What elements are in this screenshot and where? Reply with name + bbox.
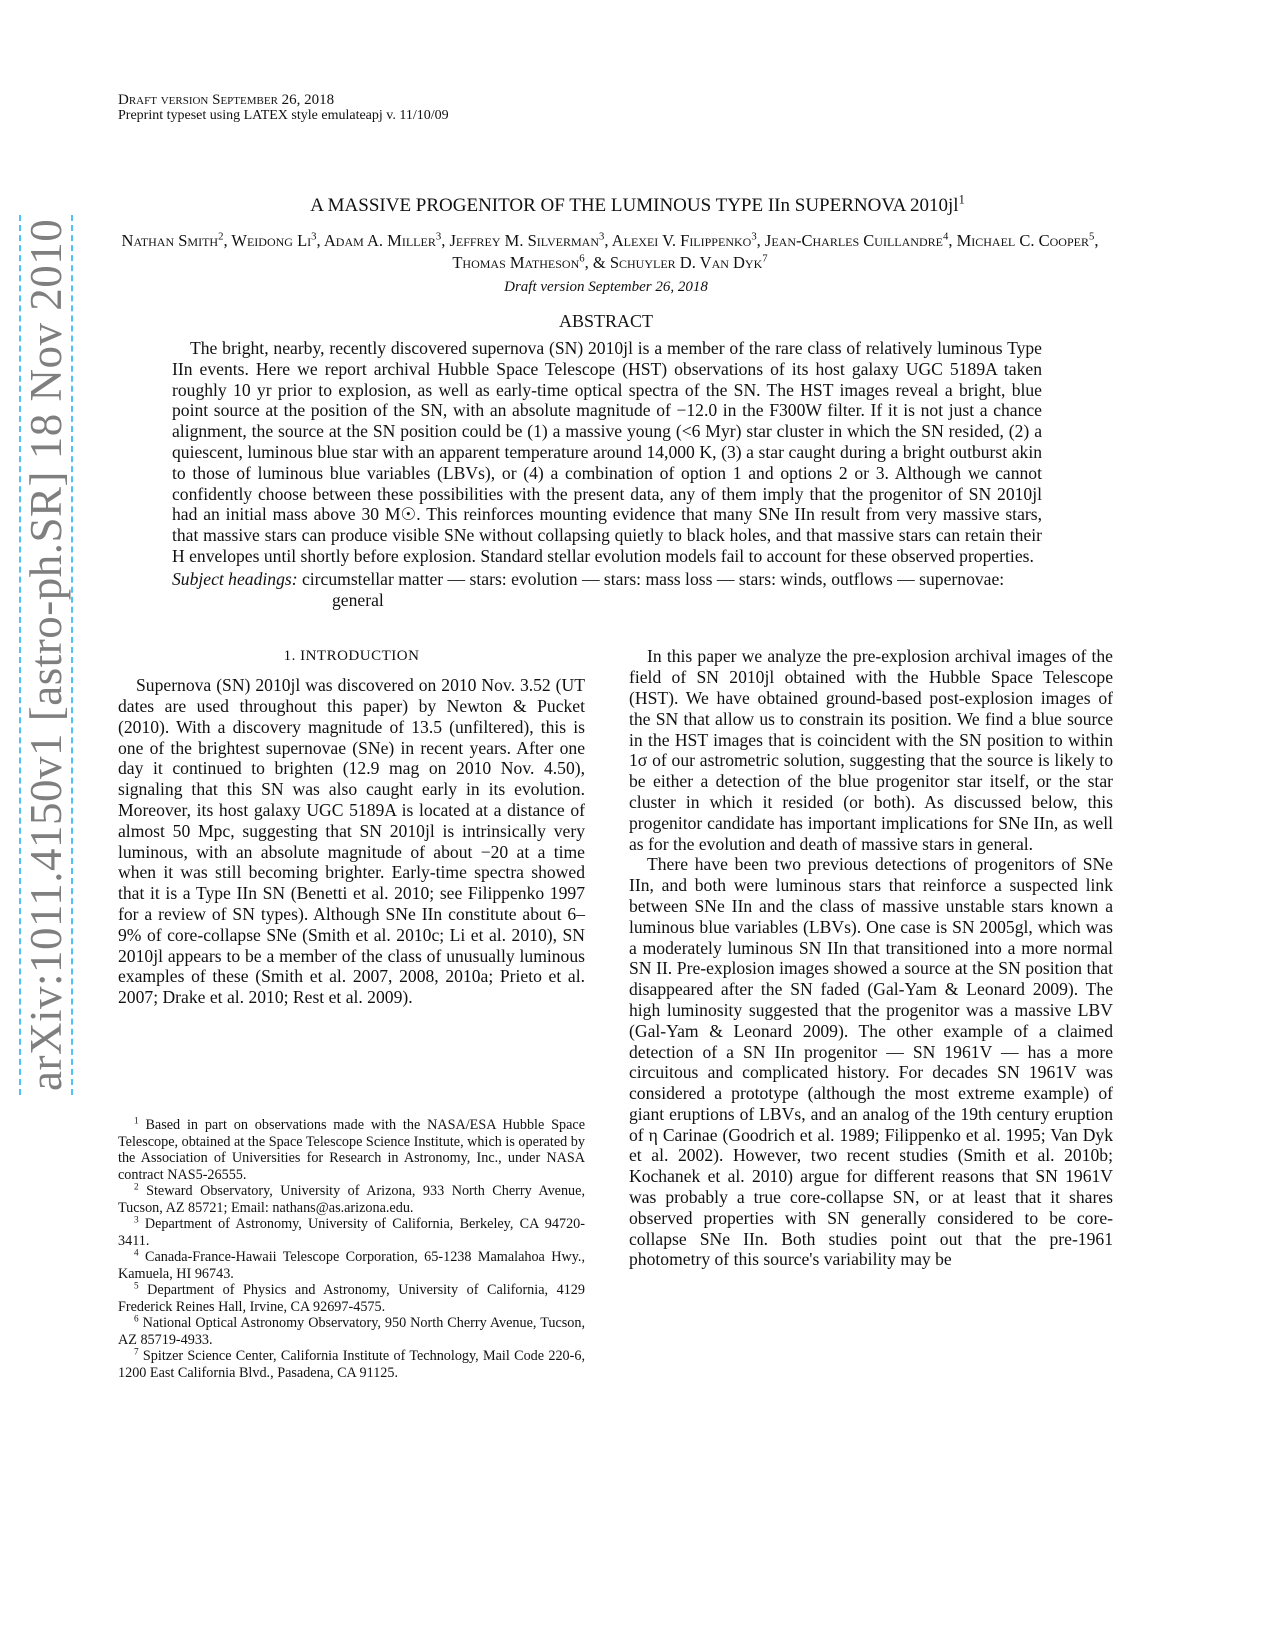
author-separator: , <box>756 231 765 250</box>
paragraph: There have been two previous detections of progenitors of SNe IIn, and both were luminous stars that reinforce a suspected link between SNe IIn and the class of massive unstable stars known a luminous blue variables (LBVs). One case is SN 2005gl, which was a moderately luminous SN IIn that transitioned into a more normal SN II. Pre-explosion images showed a source at the SN position that disappeared after the SN faded (Gal-Yam & Leonard 2009). The high luminosity suggested that the progenitor was a massive LBV (Gal-Yam & Leonard 2009). The other example of a claimed detection of a SN IIn progenitor — SN 1961V — has a more circuitous and complicated history. For decades SN 1961V was considered a prototype (although the most extreme example) of giant eruptions of LBVs, and an analog of the 19th century eruption of η Carinae (Goodrich et al. 1989; Filippenko et al. 1995; Van Dyk et al. 2002). However, two recent studies (Smith et al. 2010b; Kochanek et al. 2010) argue for different reasons that SN 1961V was probably a true core-collapse SN, or at least that it shares observed properties with SN generally considered to be core-collapse SNe IIn. Both studies point out that the pre-1961 photometry of this source's variability may be <box>629 854 1113 1270</box>
arxiv-id: arXiv:1011.4150v1 [astro-ph.SR] 18 Nov 2010 <box>19 215 73 1095</box>
right-column <box>629 646 1113 1270</box>
footnote <box>118 1249 585 1282</box>
affiliation-mark: 3 <box>435 230 442 243</box>
footnote-text: Steward Observatory, University of Arizona, 933 North Cherry Avenue, Tucson, AZ 85721; Email: nathans@as.arizona.edu. <box>118 1183 585 1216</box>
preprint-line: Preprint typeset using LATEX style emulateapj v. 11/10/09 <box>118 108 449 123</box>
author-separator: , & <box>584 253 610 272</box>
footnote <box>118 1315 585 1348</box>
footnote-number: 7 <box>134 1346 139 1357</box>
affiliation-mark: 2 <box>218 230 224 243</box>
footnote-number: 5 <box>134 1280 139 1291</box>
author-name: Nathan Smith <box>121 231 219 250</box>
footnote <box>118 1348 585 1381</box>
author-name: Adam A. Miller <box>323 231 436 250</box>
left-column <box>118 646 585 1381</box>
paragraph: In this paper we analyze the pre-explosion archival images of the field of SN 2010jl obtained with the Hubble Space Telescope (HST). We have obtained ground-based post-explosion images of the SN that allow us to constrain its position. We find a blue source in the HST images that is coincident with the SN position to within 1σ of our astrometric solution, suggesting that the source is likely to be either a detection of the blue progenitor star itself, or the star cluster in which it resided (or both). As discussed below, this progenitor candidate has important implications for SNe IIn, as well as for the evolution and death of massive stars in general. <box>629 646 1113 854</box>
author-name: Alexei V. Filippenko <box>611 231 752 250</box>
author-separator: , <box>1094 231 1099 250</box>
affiliation-mark: 5 <box>1088 230 1095 243</box>
title-footnote-mark: 1 <box>958 192 965 207</box>
page-content <box>0 92 1275 1381</box>
footnote <box>118 1117 585 1183</box>
footnote-number: 1 <box>134 1115 139 1126</box>
subject-headings <box>172 569 1042 611</box>
footnote-text: Canada-France-Hawaii Telescope Corporation, 65-1238 Mamalahoa Hwy., Kamuela, HI 96743. <box>118 1249 586 1282</box>
author-separator: , <box>948 231 957 250</box>
running-header <box>118 92 1275 124</box>
affiliation-mark: 3 <box>751 230 757 243</box>
author-separator: , <box>316 231 324 250</box>
abstract-heading: ABSTRACT <box>558 311 654 331</box>
footnote-text: Department of Astronomy, University of California, Berkeley, CA 94720-3411. <box>118 1216 586 1249</box>
footnote-number: 4 <box>134 1247 139 1258</box>
footnote-number: 3 <box>134 1214 139 1225</box>
section-heading: 1. INTRODUCTION <box>283 648 420 665</box>
footnote-text: National Optical Astronomy Observatory, 950 North Cherry Avenue, Tucson, AZ 85719-4933. <box>118 1315 586 1348</box>
draft-date: Draft version September 26, 2018 <box>504 279 708 295</box>
author-name: Jeffrey M. Silverman <box>449 231 599 250</box>
author-name: Weidong Li <box>231 231 312 250</box>
footnote-text: Department of Physics and Astronomy, University of California, 4129 Frederick Reines Hall, Irvine, CA 92697-4575. <box>118 1282 585 1315</box>
affiliation-mark: 7 <box>762 252 768 265</box>
author-separator: , <box>223 231 232 250</box>
paper-title <box>0 194 1275 218</box>
affiliation-mark: 3 <box>311 230 317 243</box>
affiliation-mark: 3 <box>599 230 605 243</box>
author-name: Michael C. Cooper <box>956 231 1089 250</box>
affiliation-mark: 4 <box>942 230 949 243</box>
footnote-text: Spitzer Science Center, California Institute of Technology, Mail Code 220-6, 1200 East California Blvd., Pasadena, CA 91125. <box>118 1348 585 1381</box>
author-name: Thomas Matheson <box>452 253 580 272</box>
abstract-body: The bright, nearby, recently discovered supernova (SN) 2010jl is a member of the rare class of relatively luminous Type IIn events. Here we report archival Hubble Space Telescope (HST) observations of its host galaxy UGC 5189A taken roughly 10 yr prior to explosion, as well as early-time optical spectra of the SN. The HST images reveal a bright, blue point source at the position of the SN, with an absolute magnitude of −12.0 in the F300W filter. If it is not just a chance alignment, the source at the SN position could be (1) a massive young (<6 Myr) star cluster in which the SN resided, (2) a quiescent, luminous blue star with an apparent temperature around 14,000 K, (3) a star caught during a bright outburst akin to those of luminous blue variables (LBVs), or (4) a combination of option 1 and options 2 or 3. Although we cannot confidently choose between these possibilities with the present data, any of them imply that the progenitor of SN 2010jl had an initial mass above 30 M☉. This reinforces mounting evidence that many SNe IIn result from very massive stars, that massive stars can produce visible SNe without collapsing quietly to black holes, and that massive stars can retain their H envelopes until shortly before explosion. Standard stellar evolution models fail to account for these observed properties. <box>172 338 1042 566</box>
paragraph: Supernova (SN) 2010jl was discovered on 2010 Nov. 3.52 (UT dates are used throughout this paper) by Newton & Pucket (2010). With a discovery magnitude of 13.5 (unfiltered), this is one of the brightest supernovae (SNe) in recent years. After one day it continued to brighten (12.9 mag on 2010 Nov. 4.50), signaling that this SN was also caught early in its evolution. Moreover, its host galaxy UGC 5189A is located at a distance of almost 50 Mpc, suggesting that SN 2010jl is intrinsically very luminous, with an absolute magnitude of about −20 at a time when it was still becoming brighter. Early-time spectra showed that it is a Type IIn SN (Benetti et al. 2010; see Filippenko 1997 for a review of SN types). Although SNe IIn constitute about 6–9% of core-collapse SNe (Smith et al. 2010c; Li et al. 2010), SN 2010jl appears to be a member of the class of unusually luminous examples of these (Smith et al. 2007, 2008, 2010a; Prieto et al. 2007; Drake et al. 2010; Rest et al. 2009). <box>118 675 585 1008</box>
footnote <box>118 1216 585 1249</box>
footnote <box>118 1183 585 1216</box>
footnote-text: Based in part on observations made with the NASA/ESA Hubble Space Telescope, obtained at the Space Telescope Science Institute, which is operated by the Association of Universities for Research in Astronomy, Inc., under NASA contract NAS5-26555. <box>118 1117 585 1183</box>
author-name: Jean-Charles Cuillandre <box>764 231 943 250</box>
subject-text: circumstellar matter — stars: evolution — stars: mass loss — stars: winds, outflows — supernovae: general <box>301 568 1005 610</box>
footnotes <box>118 1087 585 1381</box>
footnote-number: 2 <box>134 1181 139 1192</box>
subject-label: Subject headings: <box>172 568 298 589</box>
affiliation-mark: 6 <box>579 252 585 265</box>
footnote-number: 6 <box>134 1313 139 1324</box>
author-separator: , <box>604 231 612 250</box>
author-list <box>110 230 1110 274</box>
footnote <box>118 1282 585 1315</box>
title-text: A MASSIVE PROGENITOR OF THE LUMINOUS TYPE IIn SUPERNOVA 2010jl <box>310 195 959 216</box>
author-separator: , <box>441 231 450 250</box>
author-name: Schuyler D. Van Dyk <box>609 253 763 272</box>
two-column-body <box>0 646 1275 1381</box>
draft-line: Draft version September 26, 2018 <box>118 92 335 108</box>
